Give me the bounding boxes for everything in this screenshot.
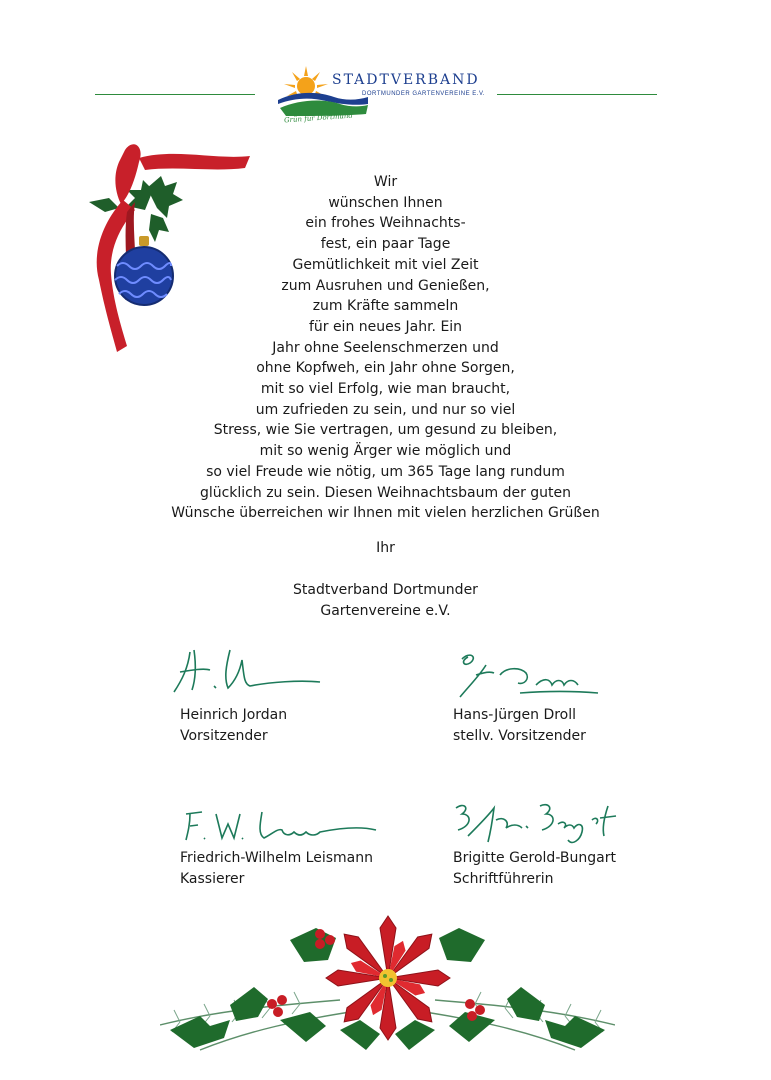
greeting-line: Stress, wie Sie vertragen, um gesund zu bleiben, (213, 422, 558, 439)
greeting-line: wünschen Ihnen (328, 194, 443, 211)
signatory-role: stellv. Vorsitzender (453, 728, 586, 744)
logo-subtitle: DORTMUNDER GARTENVEREINE E.V. (362, 91, 486, 97)
header-rule-left (95, 94, 255, 95)
greeting-line: mit so wenig Ärger wie möglich und (259, 443, 512, 460)
greeting-line: ein frohes Weihnachts- (305, 215, 466, 232)
logo-tagline: Grün für Dortmund (283, 111, 354, 125)
signature-leismann (180, 800, 380, 850)
sender-line-1: Stadtverband Dortmunder (293, 582, 478, 598)
greeting-line: mit so viel Erfolg, wie man braucht, (260, 381, 511, 398)
logo (272, 62, 487, 128)
signatory-droll (453, 705, 586, 747)
greeting-line: fest, ein paar Tage (320, 236, 451, 253)
signatory-name: Heinrich Jordan (180, 707, 288, 723)
signature-jordan (170, 640, 330, 700)
greeting-line: ohne Kopfweh, ein Jahr ohne Sorgen, (256, 360, 515, 377)
greeting-line: zum Ausruhen und Genießen, (281, 277, 490, 294)
signature-droll (450, 645, 610, 705)
greeting-line: für ein neues Jahr. Ein (308, 318, 463, 335)
greeting-line: Wir (373, 174, 398, 190)
signatory-name: Brigitte Gerold-Bungart (453, 850, 616, 866)
signature-gerold-bungart (448, 796, 628, 852)
signatory-name: Hans-Jürgen Droll (453, 707, 577, 723)
greeting-text (100, 172, 671, 524)
poinsettia-garland-icon (160, 900, 615, 1060)
greeting-line: glücklich zu sein. Diesen Weihnachtsbaum der guten (199, 484, 572, 501)
signatory-role: Vorsitzender (180, 728, 268, 744)
signatory-gerold-bungart (453, 848, 616, 890)
header-rule-right (497, 94, 657, 95)
closing: Ihr (376, 540, 395, 556)
signatory-role: Kassierer (180, 871, 245, 887)
greeting-line: zum Kräfte sammeln (312, 298, 459, 315)
logo-title: STADTVERBAND (332, 72, 480, 88)
signatory-leismann (180, 848, 373, 890)
greeting-line: Wünsche überreichen wir Ihnen mit vielen herzlichen Grüßen (171, 505, 600, 522)
sender-line-2: Gartenvereine e.V. (320, 603, 451, 619)
greeting-line: Gemütlichkeit mit viel Zeit (292, 256, 479, 273)
signatory-role: Schriftführerin (453, 871, 554, 887)
greeting-line: so viel Freude wie nötig, um 365 Tage lang rundum (206, 463, 565, 480)
greeting-line: Jahr ohne Seelenschmerzen und (272, 339, 499, 356)
signatory-jordan (180, 705, 287, 747)
signatory-name: Friedrich-Wilhelm Leismann (180, 850, 373, 866)
greeting-line: um zufrieden zu sein, und nur so viel (255, 401, 516, 418)
